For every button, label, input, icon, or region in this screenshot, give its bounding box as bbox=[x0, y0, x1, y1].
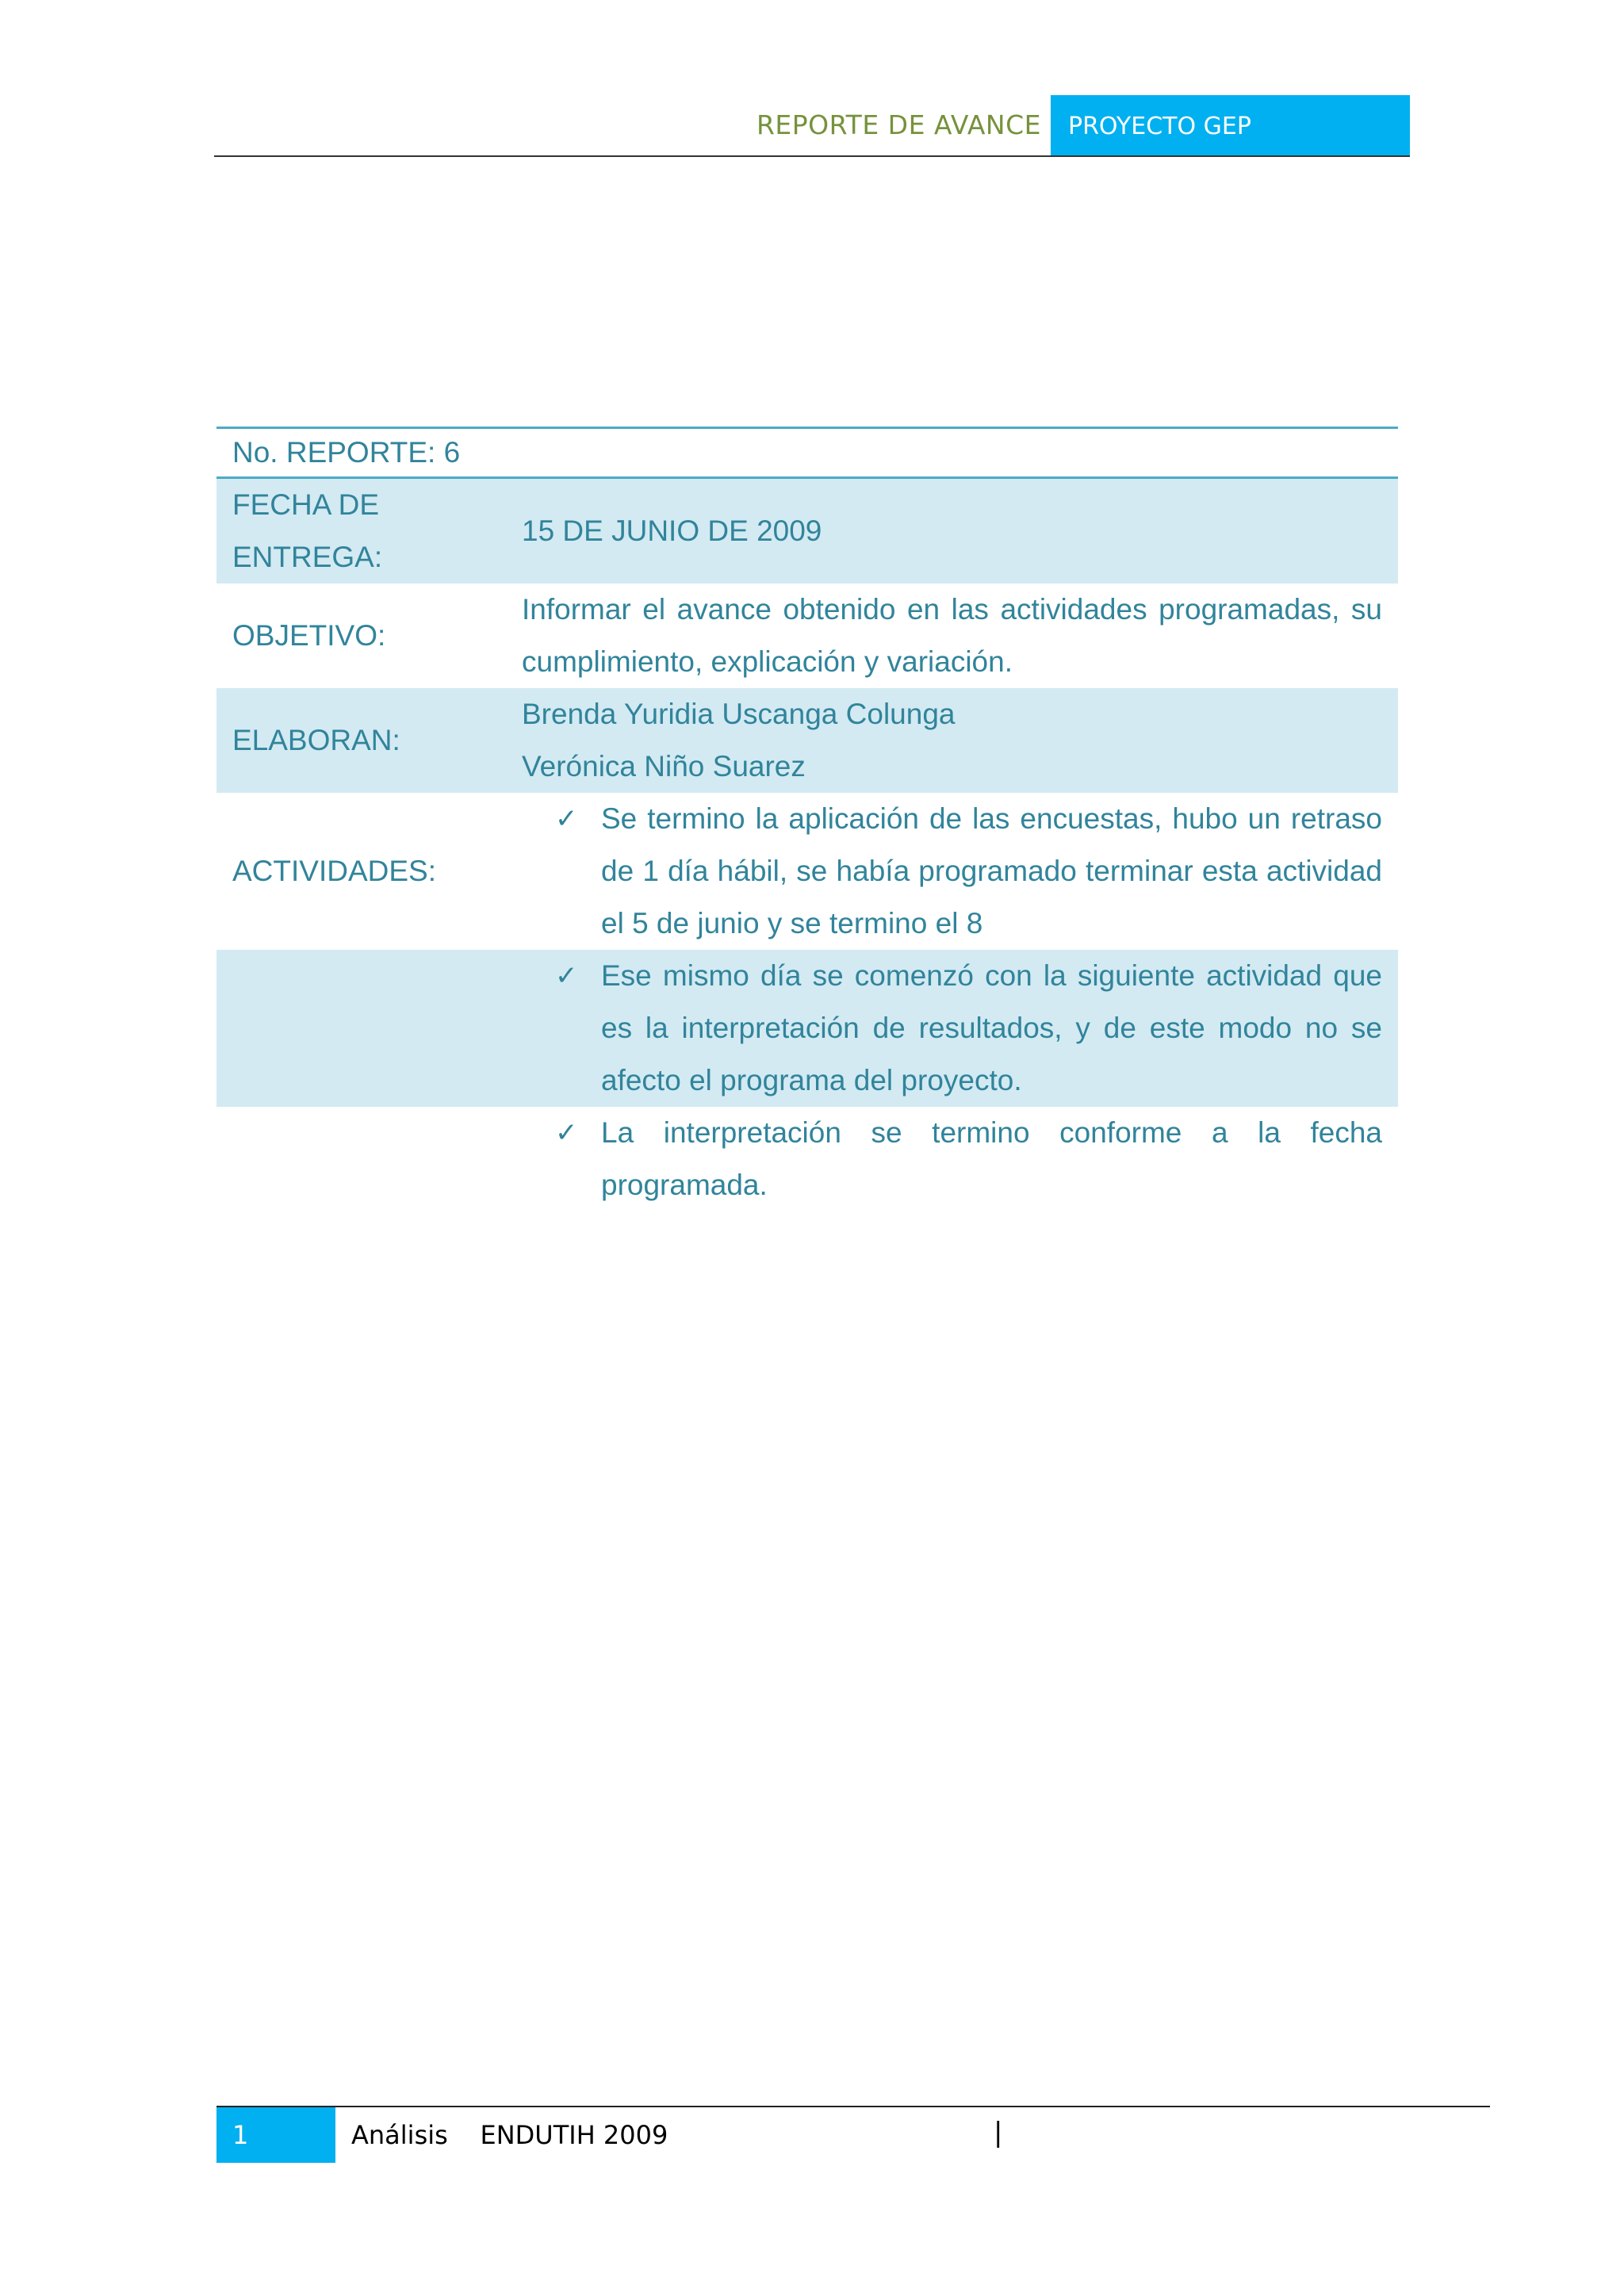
report-table bbox=[216, 427, 1398, 1211]
delivery-date-label-line2: ENTREGA: bbox=[232, 541, 383, 573]
authors-list bbox=[522, 688, 1398, 793]
activity-text: Se termino la aplicación de las encuestas, hubo un retraso de 1 día hábil, se había programado terminar esta actividad el 5 de junio y se termino el 8 bbox=[601, 802, 1382, 939]
activity-item bbox=[522, 1107, 1398, 1211]
page-footer bbox=[216, 2106, 1490, 2163]
activity-row-3 bbox=[216, 1107, 1398, 1211]
footer-rule bbox=[216, 2106, 1490, 2107]
delivery-date-label bbox=[216, 479, 522, 584]
header-rule bbox=[214, 155, 1410, 157]
empty-label-cell bbox=[216, 950, 522, 1107]
objective-label: OBJETIVO: bbox=[232, 619, 386, 652]
delivery-date-label-line1: FECHA DE bbox=[232, 488, 380, 521]
activity-item bbox=[522, 950, 1398, 1107]
page-number: 1 bbox=[232, 2120, 249, 2150]
author-name: Verónica Niño Suarez bbox=[522, 750, 806, 783]
activity-text: Ese mismo día se comenzó con la siguiente actividad que es la interpretación de resultados, y de este modo no se afecto el programa del proyecto. bbox=[601, 959, 1382, 1096]
empty-label-cell bbox=[216, 1107, 522, 1211]
delivery-date-value: 15 DE JUNIO DE 2009 bbox=[522, 515, 822, 547]
footer-text: Análisis ENDUTIH 2009 bbox=[351, 2120, 668, 2150]
header-project-box bbox=[1051, 95, 1410, 155]
activity-item bbox=[522, 793, 1398, 950]
activities-row bbox=[216, 793, 1398, 950]
activities-label: ACTIVIDADES: bbox=[232, 855, 436, 887]
checkmark-icon: ✓ bbox=[555, 1117, 578, 1149]
activity-text: La interpretación se termino conforme a la fecha programada. bbox=[601, 1116, 1382, 1201]
authors-label: ELABORAN: bbox=[232, 724, 400, 756]
activity-row-2 bbox=[216, 950, 1398, 1107]
page-number-box bbox=[216, 2107, 335, 2163]
objective-text: Informar el avance obtenido en las actividades programadas, su cumplimiento, explicación y variación. bbox=[522, 593, 1382, 678]
page-header bbox=[214, 95, 1410, 157]
header-section-title: REPORTE DE AVANCE bbox=[756, 109, 1041, 140]
objective-value bbox=[522, 584, 1398, 688]
header-project-title: PROYECTO GEP bbox=[1068, 113, 1251, 140]
authors-row bbox=[216, 688, 1398, 793]
checkmark-icon: ✓ bbox=[555, 960, 578, 992]
report-number-row bbox=[216, 429, 1398, 479]
objective-row bbox=[216, 584, 1398, 688]
checkmark-icon: ✓ bbox=[555, 803, 578, 835]
delivery-date-row bbox=[216, 479, 1398, 584]
author-name: Brenda Yuridia Uscanga Colunga bbox=[522, 698, 956, 730]
report-number-label: No. REPORTE: 6 bbox=[232, 436, 461, 469]
footer-separator: | bbox=[994, 2117, 1003, 2149]
